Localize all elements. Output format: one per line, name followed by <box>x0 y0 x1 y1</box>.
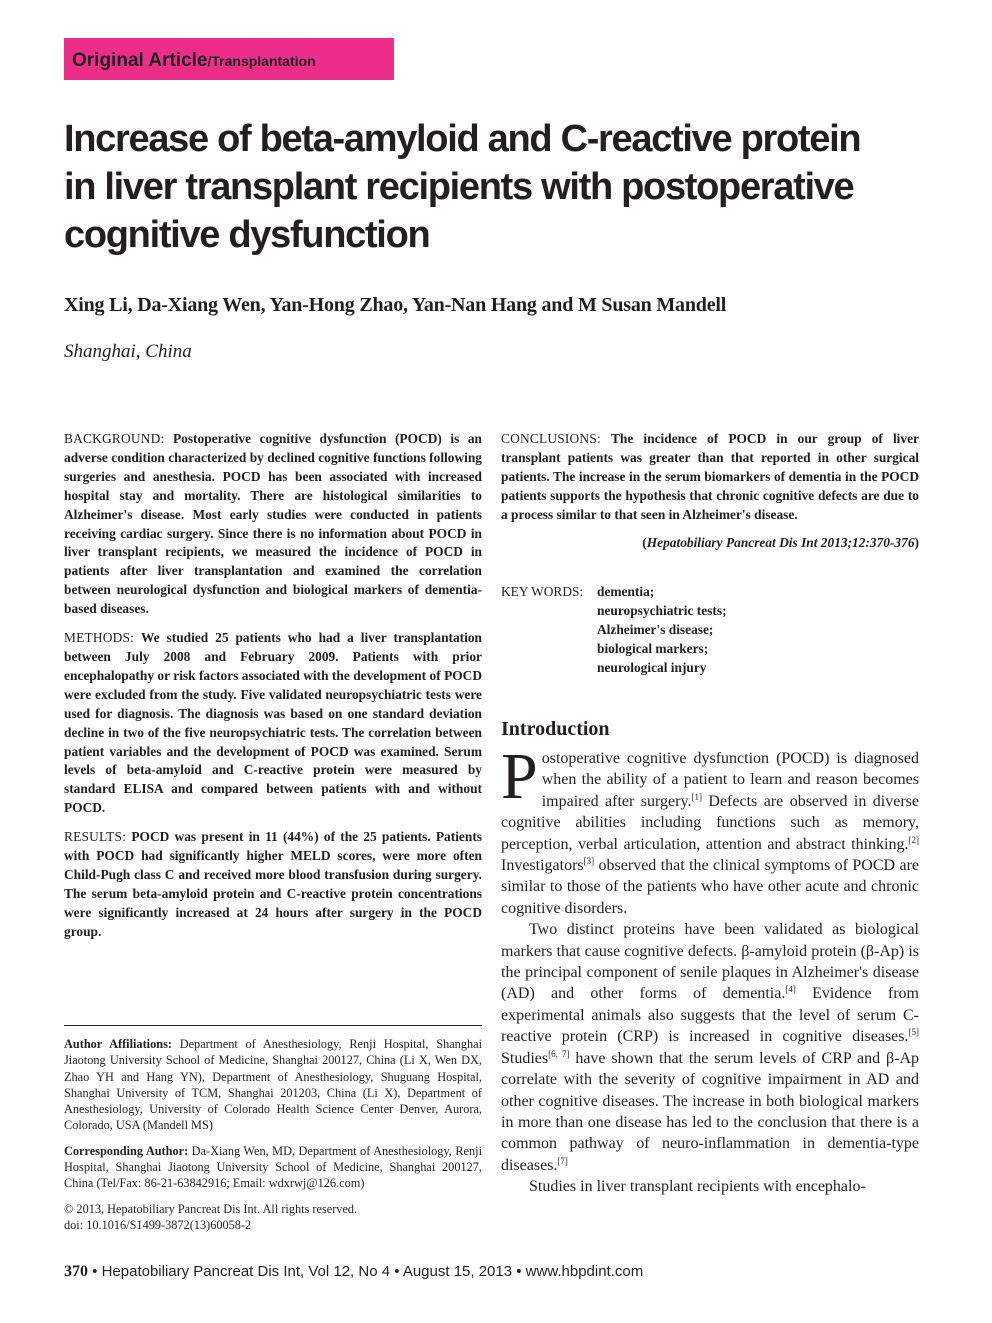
abstract-conclusions <box>501 430 919 525</box>
reference-marker[interactable]: [5] <box>908 1027 919 1038</box>
affiliations-label: Author Affiliations: <box>64 1037 172 1051</box>
citation-close: ) <box>914 534 919 550</box>
results-text: POCD was present in 11 (44%) of the 25 patients. Patients with POCD had significantly higher MELD scores, were more often Child-Pugh class C and received more blood transfusion during surgery. The serum beta-amyloid protein and C-reactive protein concentrations were significantly increased at 24 hours after surgery in the POCD group. <box>64 829 482 939</box>
intro-text: Defects are observed in diverse cognitive abilities including functions such as memory, perception, verbal articulation, attention and abstract thinking. <box>501 792 920 853</box>
reference-marker[interactable]: [2] <box>908 834 919 845</box>
copyright-paragraph <box>64 1201 482 1234</box>
citation-text: Hepatobiliary Pancreat Dis Int 2013;12:370-376 <box>646 534 915 550</box>
intro-paragraph-1 <box>501 740 920 919</box>
reference-marker[interactable]: [3] <box>583 856 595 867</box>
abstract-right-column <box>501 430 919 552</box>
affiliations-text: Department of Anesthesiology, Renji Hospital, Shanghai Jiaotong University School of Medicine, Shanghai 200127, China (Li X, Wen DX, Zhao YH and Hang YN), Department of Anesthesiology, Shuguang Hospital, Shanghai University of TCM, Shanghai 201203, China (Li X), Department of Anesthesiology, University of Colorado Health Science Center Denver, Aurora, Colorado, USA (Mandell MS) <box>64 1037 483 1133</box>
title-line: cognitive dysfunction <box>64 214 430 256</box>
journal-citation <box>501 534 919 553</box>
author-location: Shanghai, China <box>64 341 192 362</box>
copyright-text: © 2013, Hepatobiliary Pancreat Dis Int. All rights reserved. <box>64 1201 358 1216</box>
reference-marker[interactable]: [6, 7] <box>548 1048 570 1059</box>
keyword-item: biological markers; <box>597 641 709 656</box>
intro-text: observed that the clinical symptoms of POCD are similar to those of the patients who have other acute and chronic cognitive disorders. <box>501 857 919 917</box>
intro-text: have shown that the serum levels of CRP and β-Ap correlate with the severity of cognitive impairment in AD and other cognitive diseases. The increase in both biological markers in more than one disease has led to the conclusion that there is a common pathway of neuro-inflammation in dementia-type diseases. <box>501 1049 919 1174</box>
doi-text: doi: 10.1016/S1499-3872(13)60058-2 <box>64 1217 252 1232</box>
introduction-heading: Introduction <box>501 718 610 740</box>
page-number: 370 <box>64 1263 88 1280</box>
reference-marker[interactable]: [4] <box>785 984 796 995</box>
keyword-item: neurological injury <box>597 660 707 675</box>
keyword-item: dementia; <box>597 584 655 599</box>
background-text: Postoperative cognitive dysfunction (POCD) is an adverse condition characterized by declined cognitive functions following surgeries and anesthesia. POCD has been associated with increased hospital stay and mortality. There are histological similarities to Alzheimer's disease. Most early studies were conducted in patients receiving cardiac surgery. Since there is no information about POCD in liver transplant recipients, we measured the incidence of POCD in patients after liver transplantation and examined the correlation between neurological dysfunction and biological markers of dementia-based diseases. <box>64 431 482 617</box>
intro-text: Evidence from experimental animals also suggests that the level of serum C-reactive protein (CRP) is increased in cognitive diseases. <box>501 985 920 1046</box>
corresponding-label: Corresponding Author: <box>64 1143 189 1158</box>
introduction-body <box>501 740 920 1198</box>
reference-marker[interactable]: [7] <box>557 1155 568 1166</box>
results-label: RESULTS: <box>64 829 127 845</box>
article-subtype: /Transplantation <box>207 53 316 69</box>
page-footer <box>64 1263 643 1281</box>
title-line: in liver transplant recipients with postoperative <box>64 166 854 208</box>
reference-marker[interactable]: [1] <box>691 791 702 802</box>
footer-journal-info: • Hepatobiliary Pancreat Dis Int, Vol 12, No 4 • August 15, 2013 • www.hbpdint.com <box>88 1263 644 1280</box>
abstract-methods <box>64 629 482 818</box>
article-title <box>64 115 944 259</box>
citation-open: ( <box>642 534 647 550</box>
corresponding-paragraph <box>64 1143 482 1192</box>
intro-text: Two distinct proteins have been validated as biological markers that cause cognitive defects. β-amyloid protein (β-Ap) is the principal component of senile plaques in Alzheimer's disease (AD) and other forms of dementia. <box>501 921 919 1003</box>
article-type-tag <box>64 38 394 80</box>
author-list: Xing Li, Da-Xiang Wen, Yan-Hong Zhao, Yan-Nan Hang and M Susan Mandell <box>64 294 727 316</box>
keyword-item: Alzheimer's disease; <box>597 622 714 637</box>
author-affiliations <box>64 1025 482 1233</box>
abstract-left-column <box>64 430 482 952</box>
drop-cap: P <box>501 740 538 813</box>
abstract-results <box>64 828 482 941</box>
abstract-background <box>64 430 482 619</box>
keyword-item: neuropsychiatric tests; <box>597 603 727 618</box>
title-line: Increase of beta-amyloid and C-reactive protein <box>64 118 861 160</box>
keywords-list <box>597 582 727 677</box>
keywords-label: KEY WORDS: <box>501 584 584 599</box>
intro-text: ostoperative cognitive dysfunction (POCD) is diagnosed when the ability of a patient to learn and reason becomes impaired after surgery. <box>541 750 919 810</box>
intro-text: Investigators <box>501 857 584 875</box>
article-type: Original Article <box>72 50 208 71</box>
intro-paragraph-2 <box>501 919 919 1176</box>
intro-paragraph-3: Studies in liver transplant recipients with encephalo- <box>529 1178 866 1196</box>
background-label: BACKGROUND: <box>64 431 165 446</box>
methods-text: We studied 25 patients who had a liver transplantation between July 2008 and February 2009. Patients with prior encephalopathy or risk factors associated with the development of POCD were excluded from the study. Five validated neuropsychiatric tests were used for diagnosis. The diagnosis was based on one standard deviation decline in two of the five neuropsychiatric tests. The correlation between patient variables and the development of POCD was examined. Serum levels of beta-amyloid and C-reactive protein were measured by standard ELISA and compared between patients with and without POCD. <box>64 630 482 816</box>
intro-text: Studies <box>501 1049 549 1067</box>
methods-label: METHODS: <box>64 630 135 646</box>
conclusions-text: The incidence of POCD in our group of liver transplant patients was greater than that reported in other surgical patients. The increase in the serum biomarkers of dementia in the POCD patients supports the hypothesis that chronic cognitive defects are due to a process similar to that seen in Alzheimer's disease. <box>501 431 919 522</box>
affiliations-paragraph <box>64 1036 482 1134</box>
conclusions-label: CONCLUSIONS: <box>501 431 601 446</box>
corresponding-text: Da-Xiang Wen, MD, Department of Anesthesiology, Renji Hospital, Shanghai Jiaotong University School of Medicine, Shanghai 200127, China (Tel/Fax: 86-21-63842916; Email: wdxrwj@126.com) <box>64 1143 482 1191</box>
